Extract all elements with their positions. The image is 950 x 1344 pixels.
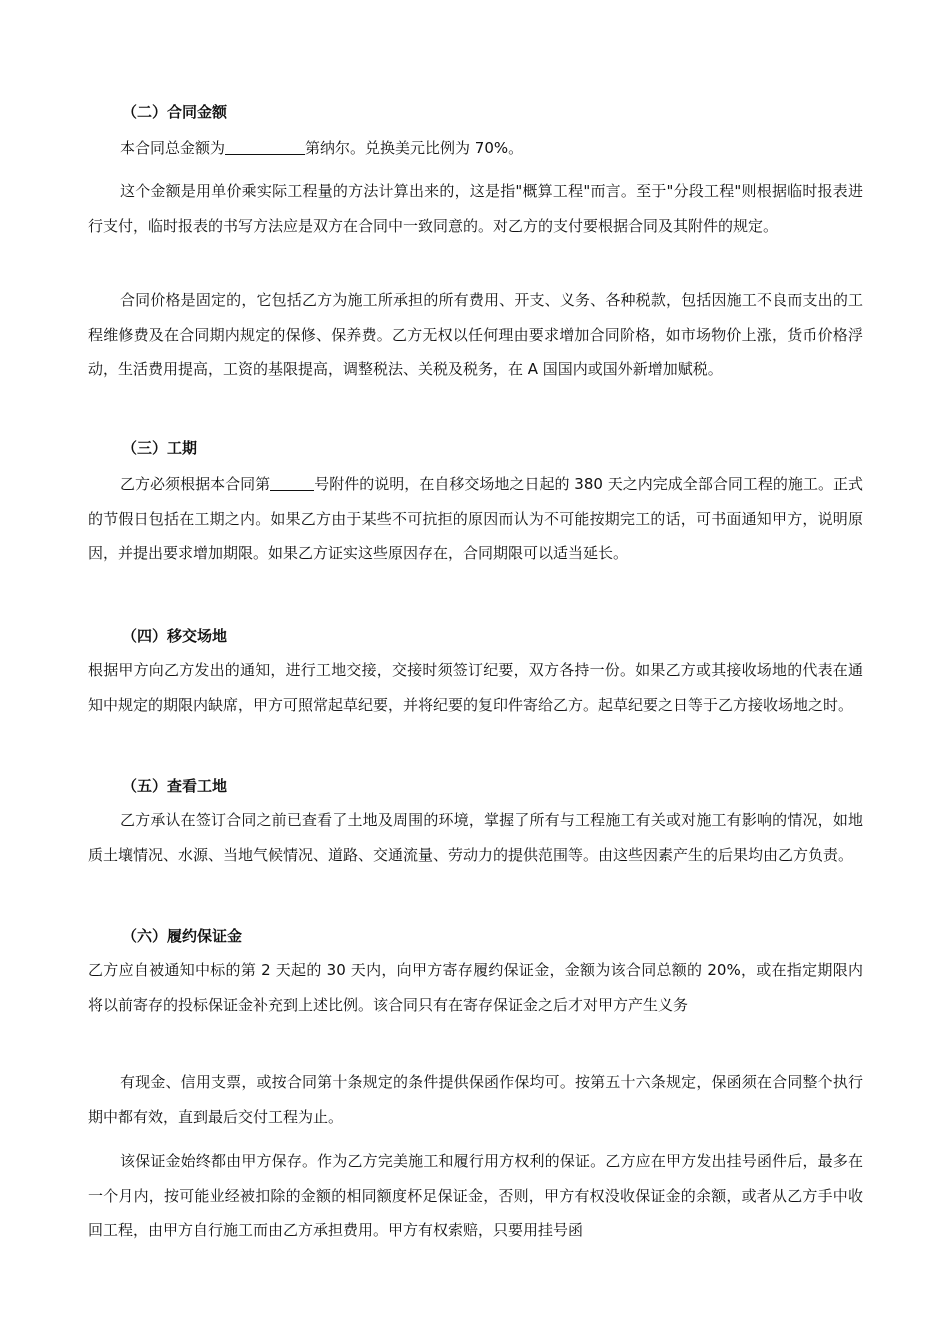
paragraph: 乙方应自被通知中标的第 2 天起的 30 天内，向甲方寄存履约保证金，金额为该合同总额的 20%，或在指定期限内将以前寄存的投标保证金补充到上述比例。该合同只有在寄存保证金之后才对甲方产生义务 bbox=[88, 961, 863, 1014]
paragraph: 有现金、信用支票，或按合同第十条规定的条件提供保函作保均可。按第五十六条规定，保函须在合同整个执行期中都有效，直到最后交付工程为止。 bbox=[88, 1073, 863, 1126]
section-heading-contract-amount: （二）合同金额 bbox=[122, 103, 228, 121]
paragraph: 根据甲方向乙方发出的通知，进行工地交接，交接时须签订纪要，双方各持一份。如果乙方或其接收场地的代表在通知中规定的期限内缺席，甲方可照常起草纪要，并将纪要的复印件寄给乙方。起草纪要之日等于乙方接收场地之时。 bbox=[88, 661, 863, 714]
paragraph: 合同价格是固定的，它包括乙方为施工所承担的所有费用、开支、义务、各种税款，包括因施工不良而支出的工程维修费及在合同期内规定的保修、保养费。乙方无权以任何理由要求增加合同阶格，如市场物价上涨，货币价格浮动，生活费用提高，工资的基限提高，调整税法、关税及税务，在 A 国国内或国外新增加赋税。 bbox=[88, 291, 863, 378]
paragraph-text: 本合同总金额为 bbox=[120, 139, 226, 157]
paragraph: 该保证金始终都由甲方保存。作为乙方完美施工和履行用方权利的保证。乙方应在甲方发出挂号函件后，最多在一个月内，按可能业经被扣除的金额的相同额度杯足保证金，否则，甲方有权没收保证金的余额，或者从乙方手中收回工程，由甲方自行施工而由乙方承担费用。甲方有权索赔，只要用挂号函 bbox=[88, 1152, 863, 1239]
section-heading-performance-bond: （六）履约保证金 bbox=[122, 927, 243, 945]
section-heading-site-handover: （四）移交场地 bbox=[122, 627, 228, 645]
section-heading-construction-period: （三）工期 bbox=[122, 439, 198, 457]
paragraph: 乙方承认在签订合同之前已查看了土地及周围的环境，掌握了所有与工程施工有关或对施工有影响的情况，如地质土壤情况、水源、当地气候情况、道路、交通流量、劳动力的提供范围等。由这些因素产生的后果均由乙方负责。 bbox=[88, 811, 863, 864]
blank-line bbox=[270, 474, 314, 491]
section-heading-site-inspection: （五）查看工地 bbox=[122, 777, 228, 795]
blank-line bbox=[225, 138, 305, 155]
paragraph bbox=[88, 467, 863, 571]
paragraph bbox=[88, 131, 863, 166]
paragraph: 这个金额是用单价乘实际工程量的方法计算出来的，这是指"概算工程"而言。至于"分段工程"则根据临时报表进行支付，临时报表的书写方法应是双方在合同中一致同意的。对乙方的支付要根据合同及其附件的规定。 bbox=[88, 182, 863, 235]
paragraph-text: 乙方必须根据本合同第 bbox=[120, 475, 271, 493]
paragraph-text: 号附件的说明，在自移交场地之日起的 380 天之内完成全部合同工程的施工。正式的节假日包括在工期之内。如果乙方由于某些不可抗拒的原因而认为不可能按期完工的话，可书面通知甲方，说明原因，并提出要求增加期限。如果乙方证实这些原因存在，合同期限可以适当延长。 bbox=[88, 475, 863, 562]
paragraph-text: 第纳尔。兑换美元比例为 70%。 bbox=[305, 139, 524, 157]
